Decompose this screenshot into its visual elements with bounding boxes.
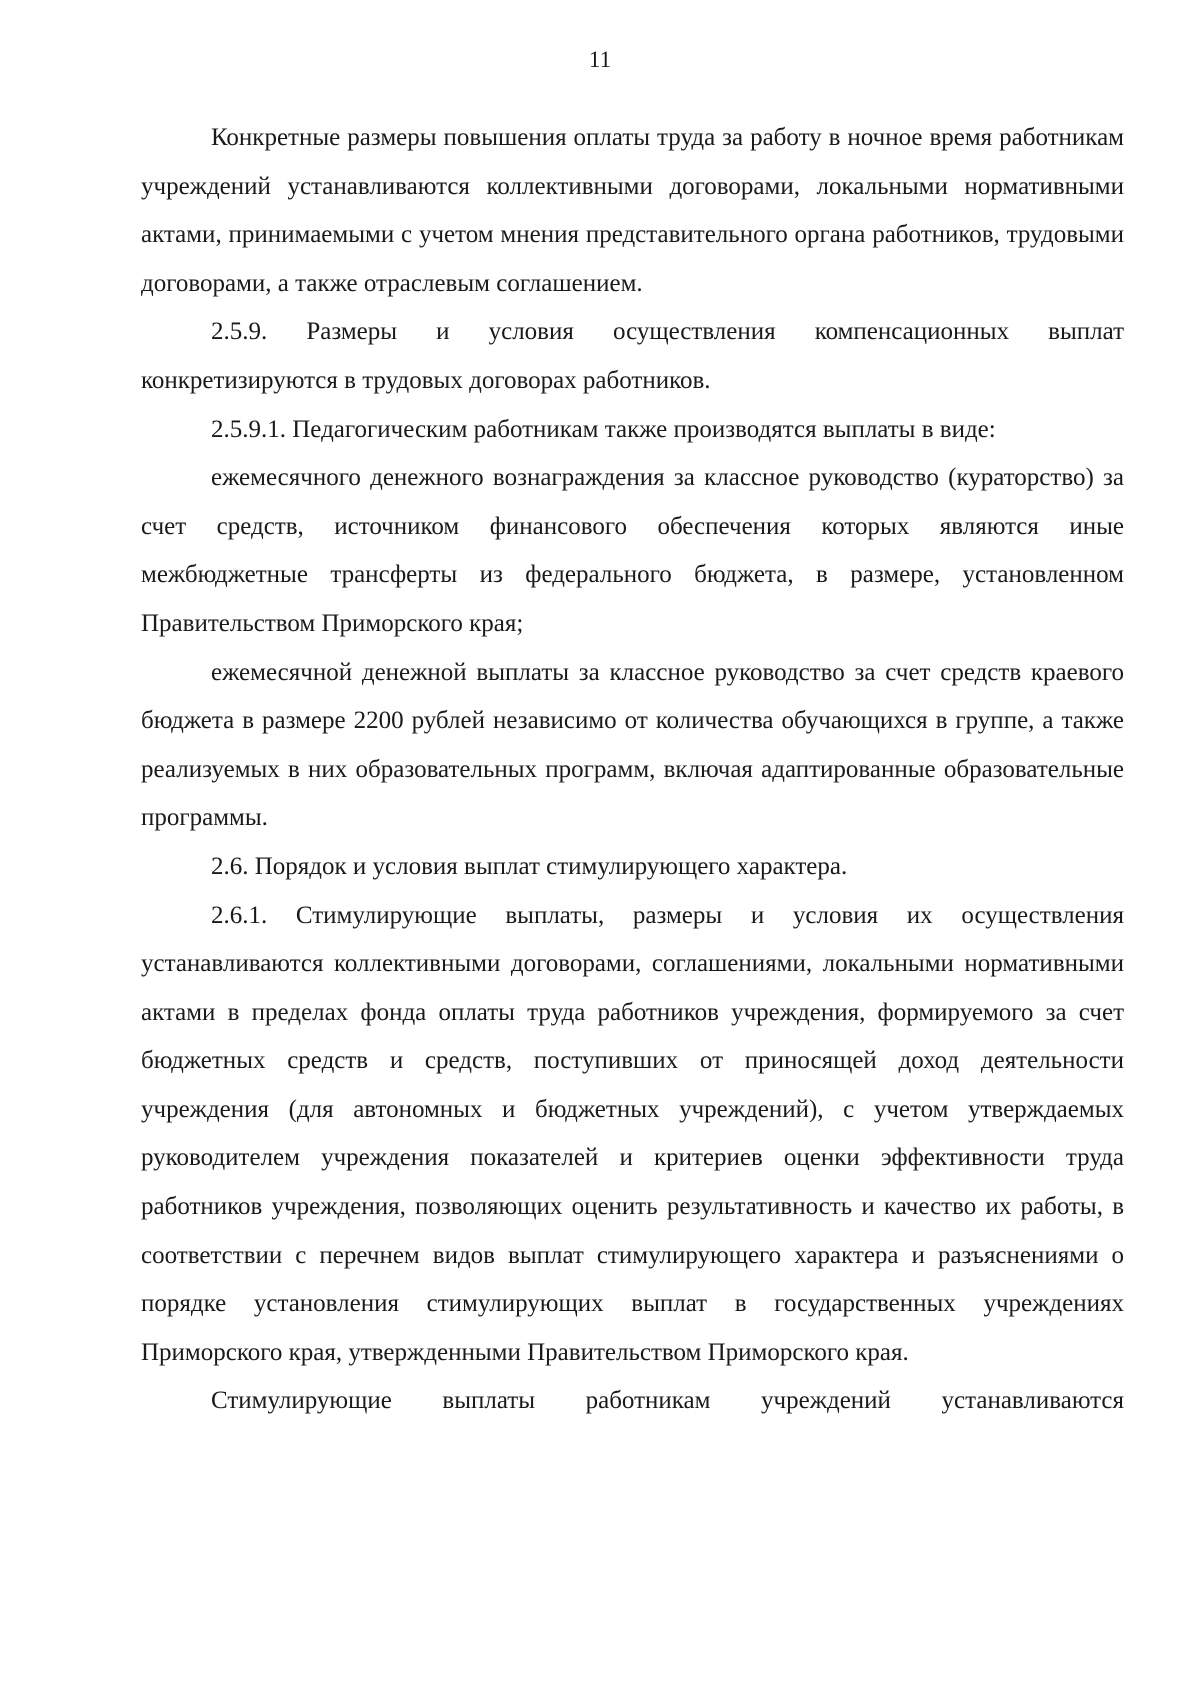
paragraph-2-5-9: 2.5.9. Размеры и условия осуществления компенсационных выплат конкретизируются в трудовых договорах работников. (141, 318, 1124, 394)
paragraph-incentive-payments: Стимулирующие выплаты работникам учреждений устанавливаются (211, 1387, 1124, 1415)
paragraph-2-6: 2.6. Порядок и условия выплат стимулирующего характера. (211, 852, 848, 880)
paragraph-monthly-payment: ежемесячной денежной выплаты за классное руководство за счет средств краевого бюджета в размере 2200 рублей независимо от количества обучающихся в группе, а также реализуемых в них образовательных программ, включая адаптированные образовательные программы. (141, 658, 1124, 832)
paragraph-night-work-pay: Конкретные размеры повышения оплаты труда за работу в ночное время работникам учреждений устанавливаются коллективными договорами, локальными нормативными актами, принимаемыми с учетом мнения представительного органа работников, трудовыми договорами, а также отраслевым соглашением. (141, 124, 1124, 297)
paragraph-2-6-1: 2.6.1. Стимулирующие выплаты, размеры и условия их осуществления устанавливаются коллективными договорами, соглашениями, локальными нормативными актами в пределах фонда оплаты труда работников учреждения, формируемого за счет бюджетных средств и средств, поступивших от приносящей доход деятельности учреждения (для автономных и бюджетных учреждений), с учетом утверждаемых руководителем учреждения показателей и критериев оценки эффективности труда работников учреждения, позволяющих оценить результативность и качество их работы, в соответствии с перечнем видов выплат стимулирующего характера и разъяснениями о порядке установления стимулирующих выплат в государственных учреждениях Приморского края, утвержденными Правительством Приморского края. (141, 901, 1124, 1366)
paragraph-monthly-reward: ежемесячного денежного вознаграждения за классное руководство (кураторство) за счет средств, источником финансового обеспечения которых являются иные межбюджетные трансферты из федерального бюджета, в размере, установленном Правительством Приморского края; (141, 464, 1124, 637)
document-body (141, 114, 1124, 1426)
paragraph-2-5-9-1: 2.5.9.1. Педагогическим работникам также производятся выплаты в виде: (211, 415, 996, 443)
page-number: 11 (588, 47, 612, 72)
